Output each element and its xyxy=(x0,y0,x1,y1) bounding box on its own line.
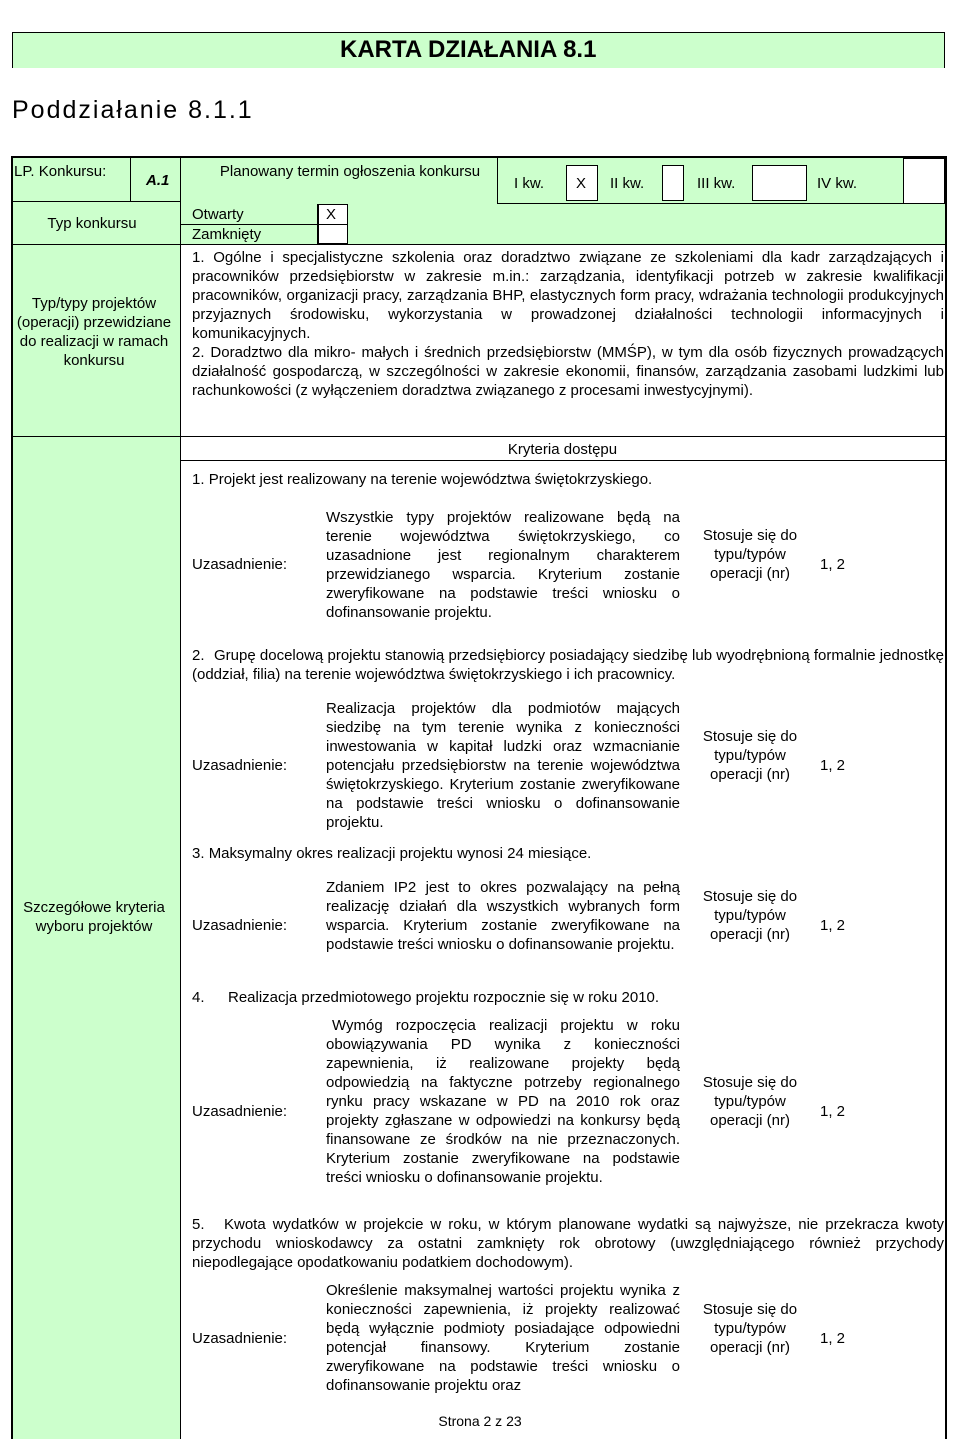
quarter-1-label: I kw. xyxy=(514,175,545,192)
criterion-3-title xyxy=(192,844,591,863)
card-title: KARTA DZIAŁANIA 8.1 xyxy=(340,36,597,63)
criterion-4-justification: Wymóg rozpoczęcia realizacji projektu w roku obowiązywania PD wynika z konieczności zapewnienia, iż realizowane projekty będą odpowiedzią na faktyczne potrzeby regionalnego rynku pracy wskazane w PD na 2010 rok oraz projekty zgłaszane w odpowiedzi na konkursy będą finansowane ze środków na nie przeznaczonych. Kryterium zostanie zweryfikowane na podstawie treści wniosku o dofinansowanie projektu. xyxy=(326,1017,680,1186)
criterion-3-num: 3. xyxy=(192,845,205,862)
project-type-1 xyxy=(192,248,944,343)
project-type-2 xyxy=(192,343,944,400)
divider-quarters xyxy=(497,156,498,204)
divider-type xyxy=(11,244,181,245)
divider-left-col xyxy=(180,156,181,1439)
subaction-title: Poddziałanie 8.1.1 xyxy=(12,96,254,124)
closed-checkbox[interactable] xyxy=(318,224,348,244)
criterion-5-justification-label: Uzasadnienie: xyxy=(192,1330,288,1347)
criterion-1-applies-label: Stosuje się do typu/typów operacji (nr) xyxy=(702,527,798,582)
criterion-2-num: 2. xyxy=(192,647,205,664)
divider-criteria-title xyxy=(180,460,946,461)
criterion-4-applies-label: Stosuje się do typu/typów operacji (nr) xyxy=(702,1074,798,1129)
criterion-1-justification-label: Uzasadnienie: xyxy=(192,556,288,573)
criterion-5-title xyxy=(192,1215,944,1272)
border-top xyxy=(11,156,946,158)
border-right xyxy=(945,156,947,1439)
criterion-4-justification-label: Uzasadnienie: xyxy=(192,1103,288,1120)
criterion-1-justification: Wszystkie typy projektów realizowane będą na terenie województwa świętokrzyskiego, co uzasadnione jest regionalnym charakterem przewidzianego wsparcia. Kryterium zostanie zweryfikowane na podstawie treści wniosku o dofinansowanie projektu. xyxy=(326,509,680,621)
project-type-2-num: 2. xyxy=(192,344,205,361)
quarter-1-mark: X xyxy=(576,175,587,192)
lp-value: A.1 xyxy=(146,172,170,189)
quarter-2-checkbox[interactable] xyxy=(662,165,684,201)
divider-lp xyxy=(11,201,181,202)
criteria-section-title: Kryteria dostępu xyxy=(507,441,618,458)
page-footer: Strona 2 z 23 xyxy=(438,1413,522,1429)
criterion-3-justification: Zdaniem IP2 jest to okres pozwalający na pełną realizację działań dla wszystkich wybranych form wsparcia. Kryterium zostanie zweryfikowane na podstawie treści wniosku o dofinansowanie projektu. xyxy=(326,879,680,953)
criterion-2-justification: Realizacja projektów dla podmiotów mających siedzibę na tym terenie wynika z konieczności inwestowania w kapitał ludzki oraz wzmacnianie potencjału przedsiębiorstw na terenie województwa świętokrzyskiego. Kryterium zostanie zweryfikowane na podstawie treści wniosku o dofinansowanie projektu. xyxy=(326,700,680,831)
divider-lp-value xyxy=(130,156,131,201)
divider-types-top xyxy=(180,244,946,245)
project-types-label: Typ/typy projektów (operacji) przewidziane do realizacji w ramach konkursu xyxy=(16,295,172,369)
quarter-4-checkbox[interactable] xyxy=(903,158,945,204)
project-type-1-text: Ogólne i specjalistyczne szkolenia oraz doradztwo związane ze szkoleniami dla kadr zarządzających i pracowników przedsiębiorstw w zakresie m.in.: zarządzania, identyfikacji potrzeb w zakresie kwalifikacji pracowników, organizacji pracy, zarządzania BHP, elastycznych form pracy, wdrażania technologii produkcyjnych przyjaznych środowisku, wykorzystania w prowadzonej działalności technologii informacyjnych i komunikacyjnych. xyxy=(192,249,944,342)
criterion-4-title xyxy=(192,988,659,1007)
lp-label: LP. Konkursu: xyxy=(14,163,107,180)
project-type-1-num: 1. xyxy=(192,249,205,266)
criterion-2-title xyxy=(192,646,944,684)
type-label: Typ konkursu xyxy=(47,215,137,232)
open-mark: X xyxy=(326,206,337,223)
criterion-1-title xyxy=(192,470,652,489)
criteria-left-panel xyxy=(12,436,180,1439)
criterion-4-text: Realizacja przedmiotowego projektu rozpocznie się w roku 2010. xyxy=(228,989,660,1006)
criterion-2-text: Grupę docelową projektu stanowią przedsiębiorcy posiadający siedzibę lub wyodrębnioną formalnie jednostkę (oddział, filia) na terenie województwa świętokrzyskiego i ich pracownicy. xyxy=(192,647,944,683)
open-label: Otwarty xyxy=(192,206,244,223)
planned-term-label: Planowany termin ogłoszenia konkursu xyxy=(219,163,481,180)
quarter-3-checkbox[interactable] xyxy=(752,165,807,201)
criterion-3-applies-label: Stosuje się do typu/typów operacji (nr) xyxy=(702,888,798,943)
divider-criteria xyxy=(11,436,946,437)
border-left xyxy=(11,156,13,1439)
quarter-3-label: III kw. xyxy=(697,175,736,192)
criterion-2-justification-label: Uzasadnienie: xyxy=(192,757,288,774)
criterion-5-text: Kwota wydatków w projekcie w roku, w którym planowane wydatki są najwyższe, nie przekracza kwoty przychodu wnioskodawcy za ostatni zamknięty rok obrotowy (uwzględniającego również przychody niepodlegające opodatkowaniu podatkiem dochodowym). xyxy=(192,1216,944,1271)
criterion-5-applies-value: 1, 2 xyxy=(820,1330,846,1347)
project-type-2-text: Doradztwo dla mikro- małych i średnich przedsiębiorstw (MMŚP), w tym dla osób fizycznych prowadzących działalność gospodarczą, w szczególności w zakresie ekonomii, finansów, zarządzania zasobami ludzkimi lub rachunkowości (z wyłączeniem doradztwa związanego z procesami inwestycyjnymi). xyxy=(192,344,944,399)
criterion-4-applies-value: 1, 2 xyxy=(820,1103,846,1120)
criterion-1-applies-value: 1, 2 xyxy=(820,556,846,573)
criterion-1-num: 1. xyxy=(192,471,205,488)
quarter-2-label: II kw. xyxy=(610,175,645,192)
closed-label: Zamknięty xyxy=(192,226,262,243)
criterion-5-justification: Określenie maksymalnej wartości projektu wynika z konieczności zapewnienia, iż projekty realizować będą wyłącznie podmioty posiadające odpowiedni potencjał finansowy. Kryterium zostanie zweryfikowane na podstawie treści wniosku o dofinansowanie projektu oraz xyxy=(326,1282,680,1394)
divider-quarters-bottom xyxy=(497,203,945,204)
criterion-5-num: 5. xyxy=(192,1216,205,1233)
criterion-2-applies-label: Stosuje się do typu/typów operacji (nr) xyxy=(702,728,798,783)
criterion-5-applies-label: Stosuje się do typu/typów operacji (nr) xyxy=(702,1301,798,1356)
criterion-3-applies-value: 1, 2 xyxy=(820,917,846,934)
criterion-2-applies-value: 1, 2 xyxy=(820,757,846,774)
criterion-1-text: Projekt jest realizowany na terenie województwa świętokrzyskiego. xyxy=(208,471,653,488)
criteria-left-label: Szczegółowe kryteria wyboru projektów xyxy=(23,899,165,935)
criterion-4-num: 4. xyxy=(192,989,205,1006)
criterion-3-text: Maksymalny okres realizacji projektu wynosi 24 miesiące. xyxy=(208,845,592,862)
quarter-4-label: IV kw. xyxy=(817,175,858,192)
criterion-3-justification-label: Uzasadnienie: xyxy=(192,917,288,934)
